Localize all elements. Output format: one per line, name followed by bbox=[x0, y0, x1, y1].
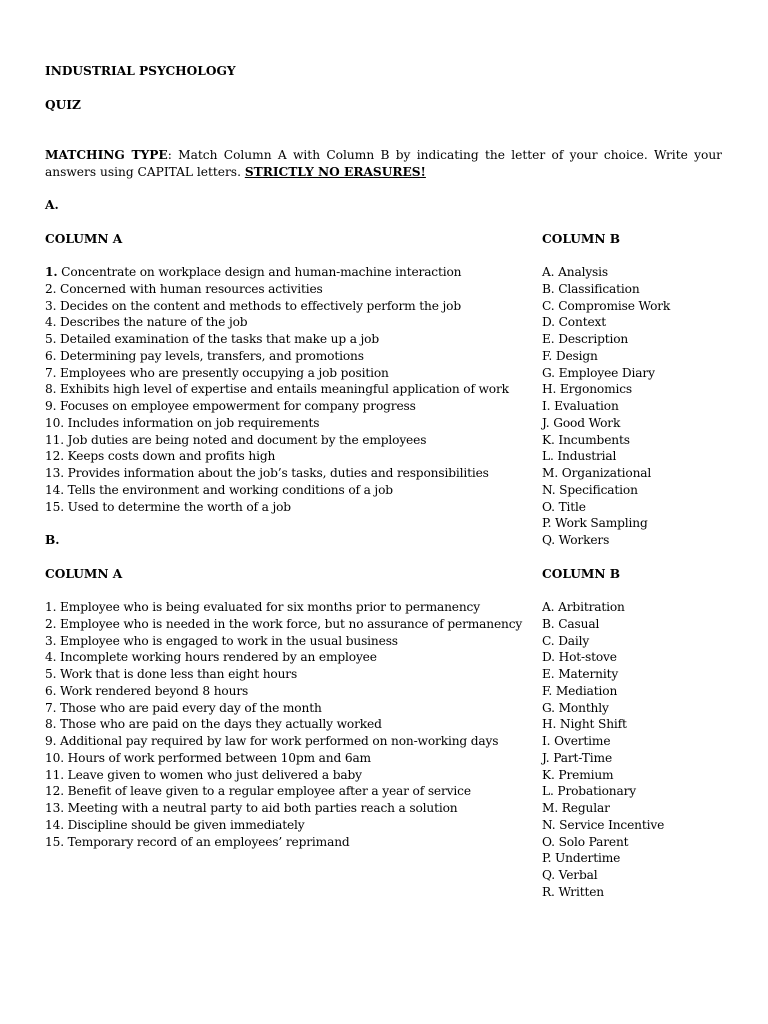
column-a-item: 5. Work that is done less than eight hours bbox=[45, 667, 298, 681]
item-number: 1. bbox=[45, 265, 58, 279]
column-a-item: 5. Detailed examination of the tasks that make up a job bbox=[45, 332, 380, 346]
column-b-choice: P. Work Sampling bbox=[542, 516, 648, 531]
column-b-choice: M. Regular bbox=[542, 801, 610, 815]
column-b-choice: A. Analysis bbox=[542, 265, 609, 279]
column-b-choice: H. Night Shift bbox=[542, 717, 627, 732]
column-b-choice: N. Service Incentive bbox=[542, 817, 665, 832]
section-b-column-b bbox=[542, 566, 722, 901]
column-b-choice: I. Evaluation bbox=[542, 399, 619, 413]
column-b-choice: B. Casual bbox=[542, 616, 600, 631]
column-a-item: 8. Those who are paid on the days they actually worked bbox=[45, 717, 382, 732]
column-a-item: 8. Exhibits high level of expertise and entails meaningful application of work bbox=[45, 382, 509, 397]
column-b-choice: Q. Workers bbox=[542, 533, 610, 547]
column-a-item: 15. Temporary record of an employees’ reprimand bbox=[45, 834, 350, 849]
column-a-item: 4. Describes the nature of the job bbox=[45, 315, 248, 330]
column-a-item: 11. Leave given to women who just delivered a baby bbox=[45, 767, 362, 782]
column-a-item: 1. Employee who is being evaluated for six months prior to permanency bbox=[45, 600, 480, 614]
column-b-choice: R. Written bbox=[542, 884, 604, 899]
column-b-choice: O. Title bbox=[542, 499, 586, 514]
column-b-choice: K. Incumbents bbox=[542, 432, 630, 447]
section-b-column-a-header: COLUMN A bbox=[45, 566, 123, 581]
section-b-columns bbox=[45, 566, 722, 901]
column-a-item: 6. Determining pay levels, transfers, and promotions bbox=[45, 348, 364, 363]
instructions-label: MATCHING TYPE bbox=[45, 147, 168, 162]
column-b-choice: J. Good Work bbox=[542, 415, 621, 430]
column-a-item: 4. Incomplete working hours rendered by an employee bbox=[45, 650, 377, 665]
column-a-item: 10. Includes information on job requirements bbox=[45, 415, 320, 430]
column-a-item: 2. Concerned with human resources activities bbox=[45, 281, 323, 296]
column-a-item: 14. Tells the environment and working conditions of a job bbox=[45, 482, 393, 497]
section-a-column-a bbox=[45, 231, 525, 516]
section-a-column-b-header: COLUMN B bbox=[542, 231, 621, 246]
section-b-label: B. bbox=[45, 533, 60, 547]
column-a-item: 6. Work rendered beyond 8 hours bbox=[45, 683, 249, 698]
column-b-choice: K. Premium bbox=[542, 767, 614, 782]
column-a-item bbox=[45, 264, 525, 281]
column-b-choice: B. Classification bbox=[542, 281, 640, 296]
column-b-choice: F. Mediation bbox=[542, 683, 618, 698]
column-b-choice: E. Maternity bbox=[542, 667, 619, 681]
section-a-column-b bbox=[542, 231, 722, 549]
column-a-item: 13. Provides information about the job’s tasks, duties and responsibilities bbox=[45, 466, 489, 480]
column-b-choice: F. Design bbox=[542, 348, 598, 363]
column-b-choice: D. Context bbox=[542, 315, 606, 330]
column-a-item: 3. Decides on the content and methods to effectively perform the job bbox=[45, 298, 461, 313]
column-b-choice: A. Arbitration bbox=[542, 600, 625, 614]
column-a-item: 9. Additional pay required by law for work performed on non-working days bbox=[45, 734, 499, 748]
column-a-item: 12. Benefit of leave given to a regular employee after a year of service bbox=[45, 784, 471, 799]
column-a-item: 15. Used to determine the worth of a job bbox=[45, 499, 291, 514]
column-a-item: 11. Job duties are being noted and document by the employees bbox=[45, 432, 427, 447]
column-b-choice: M. Organizational bbox=[542, 466, 652, 480]
column-a-item: 7. Those who are paid every day of the month bbox=[45, 700, 322, 715]
section-a-column-a-header: COLUMN A bbox=[45, 231, 123, 246]
column-b-choice: P. Undertime bbox=[542, 851, 621, 866]
item-text: Concentrate on workplace design and human-machine interaction bbox=[57, 265, 462, 279]
column-a-item: 10. Hours of work performed between 10pm and 6am bbox=[45, 750, 371, 765]
section-a-columns bbox=[45, 231, 722, 547]
column-a-item: 9. Focuses on employee empowerment for company progress bbox=[45, 399, 416, 413]
quiz-page bbox=[45, 63, 722, 901]
column-b-choice: D. Hot-stove bbox=[542, 650, 617, 665]
subject-title: INDUSTRIAL PSYCHOLOGY bbox=[45, 64, 236, 78]
column-a-item: 13. Meeting with a neutral party to aid both parties reach a solution bbox=[45, 801, 458, 815]
instructions-text: : Match Column A with Column B by indicating the letter of your choice. Write your answers using CAPITAL letters. bbox=[45, 147, 723, 179]
column-b-choice: Q. Verbal bbox=[542, 868, 598, 882]
section-a-label: A. bbox=[45, 198, 59, 212]
column-a-item: 3. Employee who is engaged to work in the usual business bbox=[45, 633, 398, 648]
column-b-choice: G. Monthly bbox=[542, 700, 609, 715]
column-b-choice: C. Daily bbox=[542, 633, 590, 648]
column-b-choice: C. Compromise Work bbox=[542, 298, 671, 313]
column-b-choice: E. Description bbox=[542, 332, 629, 346]
quiz-title: QUIZ bbox=[45, 97, 81, 112]
column-a-item: 2. Employee who is needed in the work force, but no assurance of permanency bbox=[45, 616, 523, 631]
instructions bbox=[45, 147, 722, 181]
section-b-column-b-header: COLUMN B bbox=[542, 566, 621, 581]
section-b-column-a bbox=[45, 566, 525, 851]
column-a-item: 7. Employees who are presently occupying a job position bbox=[45, 365, 389, 380]
column-b-choice: O. Solo Parent bbox=[542, 834, 629, 849]
column-a-item: 14. Discipline should be given immediately bbox=[45, 817, 305, 832]
column-b-choice: G. Employee Diary bbox=[542, 365, 655, 380]
column-b-choice: J. Part-Time bbox=[542, 750, 613, 765]
column-b-choice: L. Industrial bbox=[542, 449, 617, 464]
column-b-choice: L. Probationary bbox=[542, 784, 636, 799]
column-b-choice: I. Overtime bbox=[542, 734, 611, 748]
column-a-item: 12. Keeps costs down and profits high bbox=[45, 449, 276, 464]
column-b-choice: N. Specification bbox=[542, 482, 638, 497]
instructions-emphasis: STRICTLY NO ERASURES! bbox=[244, 164, 426, 179]
column-b-choice: H. Ergonomics bbox=[542, 382, 633, 397]
